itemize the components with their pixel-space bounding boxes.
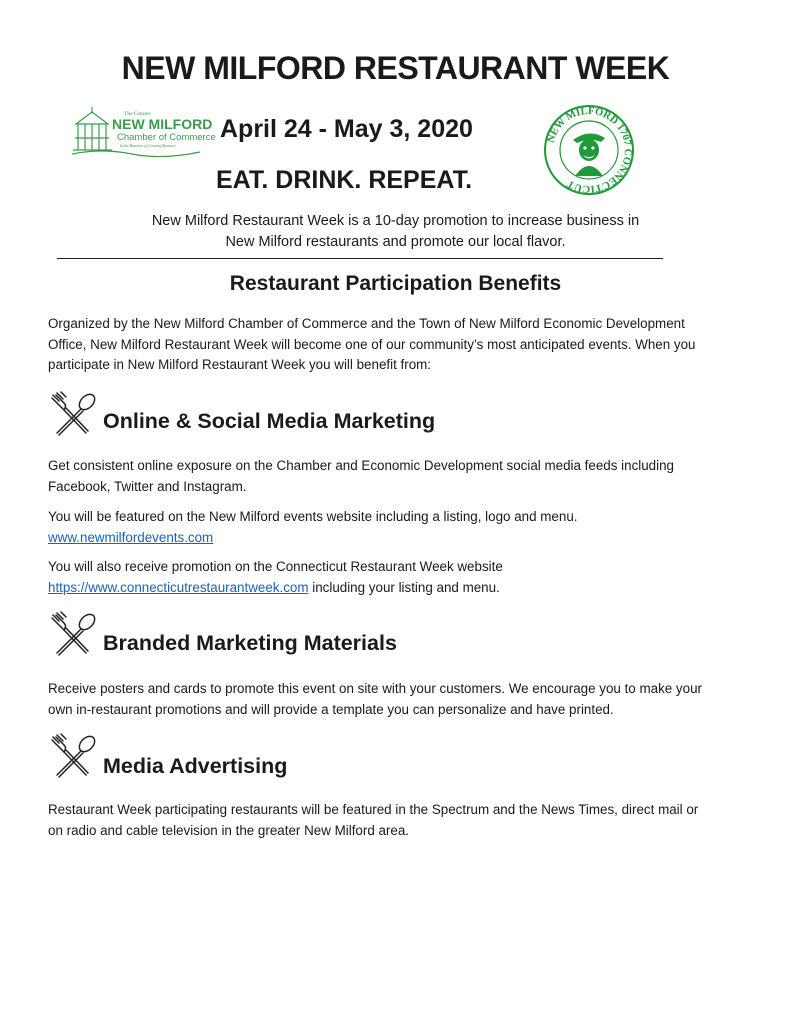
branded-materials-paragraph: Receive posters and cards to promote this event on site with your customers. We encourage you to make your own in-restaurant promotions and will provide a template you can personalize and have printed.	[48, 681, 702, 717]
intro-text	[0, 211, 791, 253]
benefit-title-online-social: Online & Social Media Marketing	[103, 409, 436, 433]
benefit-title-branded-materials: Branded Marketing Materials	[103, 631, 397, 655]
page-title: NEW MILFORD RESTAURANT WEEK	[121, 50, 670, 86]
event-dates: April 24 - May 3, 2020	[220, 115, 473, 143]
benefit-title-media-advertising: Media Advertising	[103, 754, 288, 778]
online-social-paragraph-1: Get consistent online exposure on the Chamber and Economic Development social media feeds including Facebook, Twitter and Instagram.	[48, 458, 674, 494]
newmilfordevents-link[interactable]: www.newmilfordevents.com	[48, 529, 214, 545]
benefits-heading: Restaurant Participation Benefits	[229, 272, 562, 295]
new-milford-seal-logo	[543, 104, 635, 196]
fork-spoon-icon	[50, 734, 102, 780]
event-tagline: EAT. DRINK. REPEAT.	[216, 166, 473, 194]
seal-ring-text: NEW MILFORD 1707 CONNECTICUT	[545, 105, 634, 195]
online-social-paragraph-3: You will also receive promotion on the Connecticut Restaurant Week website https://www.connecticutrestaurantweek.com including your listing and menu.	[48, 559, 503, 595]
chamber-of-commerce-logo	[72, 104, 216, 160]
organized-paragraph: Organized by the New Milford Chamber of Commerce and the Town of New Milford Economic Development Office, New Milford Restaurant Week will become one of our community’s most anticipated events. When you participate in New Milford Restaurant Week you will benefit from:	[48, 316, 696, 372]
intro-line-1: New Milford Restaurant Week is a 10-day promotion to increase business in	[151, 213, 640, 229]
chamber-logo-small-text: The Greater	[124, 111, 151, 117]
media-advertising-paragraph: Restaurant Week participating restaurants will be featured in the Spectrum and the News Times, direct mail or on radio and cable television in the greater New Milford area.	[48, 802, 699, 838]
fork-spoon-icon	[50, 612, 102, 658]
chamber-logo-name: NEW MILFORD	[112, 116, 213, 132]
fork-spoon-icon	[50, 392, 102, 438]
connecticut-restaurant-week-link[interactable]: https://www.connecticutrestaurantweek.com	[48, 579, 309, 595]
colonial-figure-icon	[573, 133, 605, 176]
chamber-logo-subname: Chamber of Commerce	[117, 132, 216, 143]
intro-line-2: New Milford restaurants and promote our local flavor.	[225, 234, 566, 250]
chamber-logo-motto: In the Business of Growing Business	[120, 144, 176, 148]
online-social-paragraph-2: You will be featured on the New Milford events website including a listing, logo and menu. www.newmilfordevents.com	[48, 509, 578, 545]
intro-divider	[57, 258, 663, 259]
gazebo-icon	[73, 107, 112, 150]
